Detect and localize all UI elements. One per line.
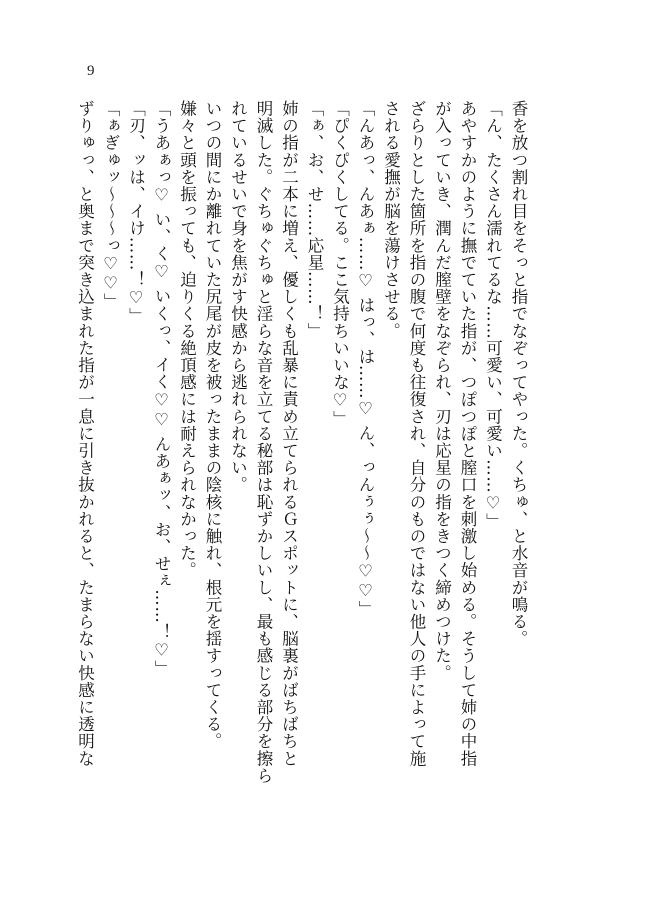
text-line: 「んあっ、んあぁ……♡ はっ、は……♡ ん、っんぅぅ〜〜♡♡」 [356, 100, 375, 618]
text-line: される愛撫が脳を蕩けさせる。 [381, 100, 401, 340]
text-line: 「刃、ッは、イけ……！♡」 [126, 100, 146, 325]
text-line: が入っていき、潤んだ膣壁をなぞられ、刃は応星の指をきつく締めつけた。 [432, 100, 452, 682]
text-line: 明滅した。ぐちゅぐちゅと淫らな音を立てる秘部は恥ずかしいし、最も感じる部分を擦ら [254, 100, 273, 784]
text-line: れているせいで身を焦がす快感から逃れられない。 [228, 100, 248, 494]
text-line: ざらりとした箇所を指の腹で何度も往復され、自分のものではない他人の手によって施 [407, 100, 426, 767]
text-line: 「ん、たくさん濡れてるな……可愛い、可愛い……♡」 [483, 100, 503, 530]
text-line: 「うあぁっ♡ い、く♡ いくっ、イく♡♡ んあぁッ、お、せぇ……！♡」 [152, 100, 171, 678]
page-number: 9 [87, 63, 95, 79]
text-line: 「ぁぎゅッ〜〜〜っ♡♡」 [101, 100, 120, 311]
text-line: ずりゅっ、と奥まで突き込まれた指が一息に引き抜かれると、たまらない快感に透明な [75, 100, 95, 767]
text-line: あやすかのように撫でていた指が、つぽつぽと膣口を刺激し始める。そうして姉の中指 [458, 100, 477, 767]
text-line: 姉の指が二本に増え、優しくも乱暴に責め立てられるＧスポットに、脳裏がばちばちと [279, 100, 299, 767]
text-line: 「ぁ、お、せ……応星……！」 [305, 100, 324, 340]
text-line: 香を放つ割れ目をそっと指でなぞってやった。くちゅ、と水音が鳴る。 [509, 100, 528, 648]
text-line: 嫌々と頭を振っても、迫りくる絶頂感には耐えられなかった。 [177, 100, 197, 579]
text-line: いつの間にか離れていた尻尾が皮を被ったままの陰核に触れ、根元を揺すってくる。 [203, 100, 222, 750]
text-line: 「ぴくぴくしてる。ここ気持ちいいな♡」 [330, 100, 350, 428]
body-text [72, 100, 531, 870]
